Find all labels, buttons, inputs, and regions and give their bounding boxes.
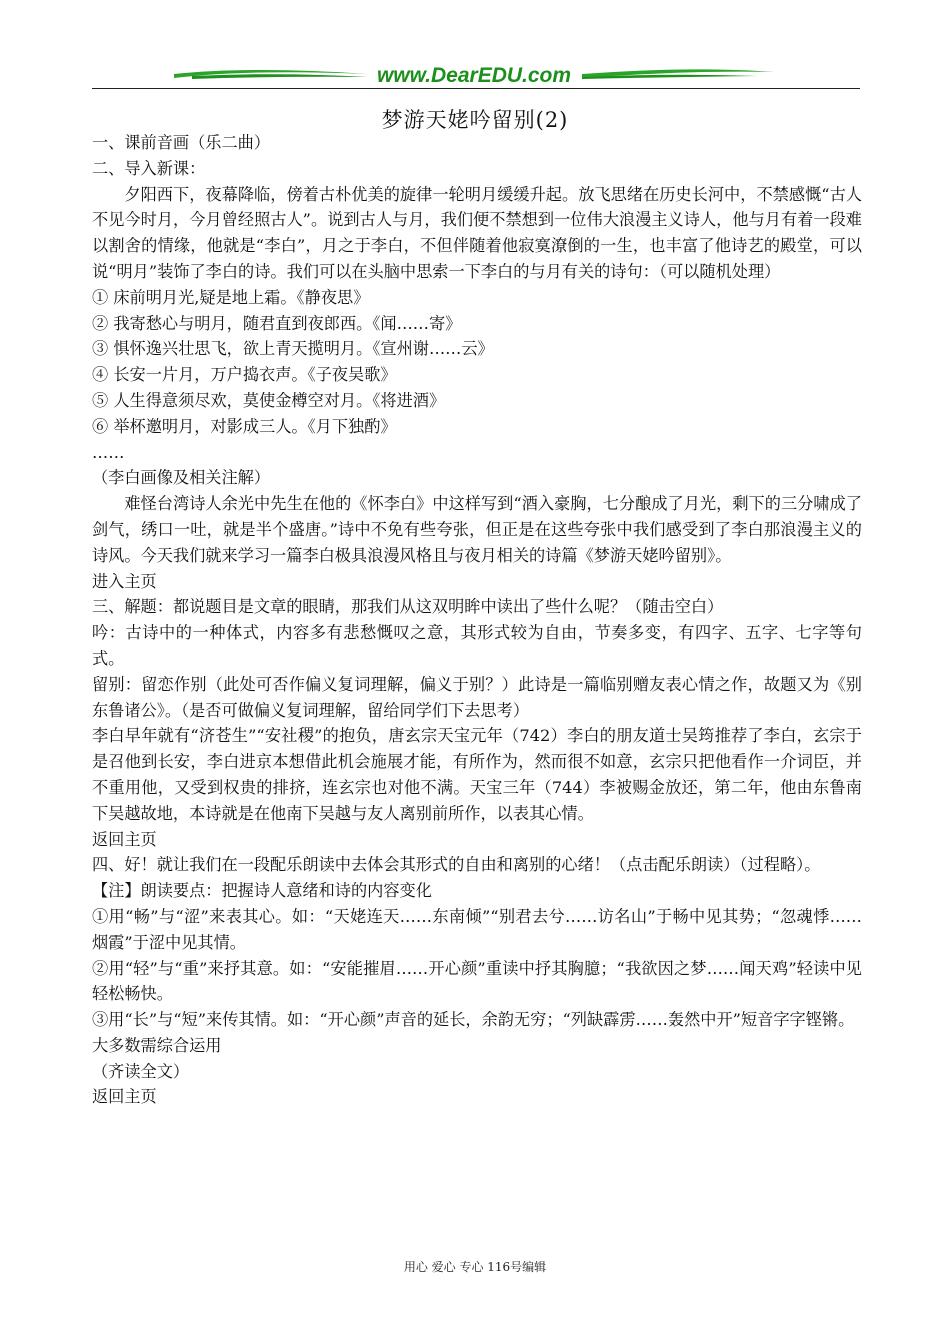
note-line: 大多数需综合运用 xyxy=(92,1035,222,1055)
logo-text: www.DearEDU.com xyxy=(376,64,572,87)
ellipsis: …… xyxy=(92,442,125,462)
poem-line: ④ 长安一片月，万户捣衣声。《子夜吴歌》 xyxy=(92,365,397,385)
section-heading: 四、好！就让我们在一段配乐朗读中去体会其形式的自由和离别的心绪！（点击配乐朗读）（过程略）。 xyxy=(92,855,821,875)
nav-link-return-home: 返回主页 xyxy=(92,1087,157,1107)
note-heading: 【注】朗读要点：把握诗人意绪和诗的内容变化 xyxy=(92,881,432,901)
note-line: （齐读全文） xyxy=(92,1061,190,1081)
nav-link-return-home: 返回主页 xyxy=(92,829,157,849)
poem-line: ③ 惧怀逸兴壮思飞，欲上青天揽明月。《宣州谢……云》 xyxy=(92,339,494,359)
paragraph: ②用“轻”与“重”来抒其意。如：“安能摧眉……开心颜”重读中抒其胸臆；“我欲因之梦……闻天鸡”轻读中见轻松畅快。 xyxy=(92,958,862,1004)
paragraph: 难怪台湾诗人余光中先生在他的《怀李白》中这样写到“酒入豪胸，七分酿成了月光，剩下的三分啸成了剑气，绣口一吐，就是半个盛唐。”诗中不免有些夸张，但正是在这些夸张中我们感受到了李白那浪漫主义的诗风。今天我们就来学习一篇李白极具浪漫风格且与夜月相关的诗篇《梦游天姥吟留别》。 xyxy=(92,494,862,565)
poem-line: ② 我寄愁心与明月，随君直到夜郎西。《闻……寄》 xyxy=(92,313,462,333)
document-body xyxy=(92,130,862,1110)
paragraph: 留别：留恋作别（此处可否作偏义复词理解，偏义于别？）此诗是一篇临别赠友表心情之作，故题又为《别东鲁诸公》。（是否可做偏义复词理解，留给同学们下去思考） xyxy=(92,674,862,720)
page-title: 梦游天姥吟留别(2) xyxy=(381,108,569,132)
paragraph: 吟：古诗中的一种体式，内容多有悲愁慨叹之意，其形式较为自由，节奏多变，有四字、五字、七字等句式。 xyxy=(92,623,862,668)
page-footer: 用心 爱心 专心 116号编辑 xyxy=(403,1260,547,1274)
section-heading: 三、解题：都说题目是文章的眼睛，那我们从这双明眸中读出了些什么呢？（随击空白） xyxy=(92,597,724,617)
nav-link-enter-home: 进入主页 xyxy=(92,571,157,591)
header-rule xyxy=(92,88,860,89)
section-heading: 一、课前音画（乐二曲） xyxy=(92,133,271,152)
section-heading: 二、导入新课： xyxy=(92,158,206,178)
poem-line: ⑥ 举杯邀明月，对影成三人。《月下独酌》 xyxy=(92,416,397,436)
poem-line: ① 床前明月光,疑是地上霜。《静夜思》 xyxy=(92,287,370,307)
logo-left-swoosh-lower xyxy=(192,74,368,79)
paragraph: 夕阳西下，夜幕降临，傍着古朴优美的旋律一轮明月缓缓升起。放飞思绪在历史长河中，不禁感慨“古人不见今时月，今月曾经照古人”。说到古人与月，我们便不禁想到一位伟大浪漫主义诗人，他与月有着一段难以割舍的情缘，他就是“李白”，月之于李白，不但伴随着他寂寞潦倒的一生，也丰富了他诗艺的殿堂，可以说“明月”装饰了李白的诗。我们可以在头脑中思索一下李白的与月有关的诗句：（可以随机处理） xyxy=(92,184,862,281)
note-line: （李白画像及相关注解） xyxy=(92,468,271,488)
paragraph: ①用“畅”与“涩”来表其心。如：“天姥连天……东南倾”“别君去兮……访名山”于畅中见其势；“忽魂悸……烟霞”于涩中见其情。 xyxy=(92,906,862,952)
paragraph: 李白早年就有“济苍生”“安社稷”的抱负，唐玄宗天宝元年（742）李白的朋友道士吴筠推荐了李白，玄宗于是召他到长安，李白进京本想借此机会施展才能，有所作为，然而很不如意，玄宗只把他看作一介词臣，并不重用他，又受到权贵的排挤，连玄宗也对他不满。天宝三年（744）李被赐金放还，第二年，他由东鲁南下吴越故地，本诗就是在他南下吴越与友人离别前所作，以表其心情。 xyxy=(92,726,862,823)
poem-line: ⑤ 人生得意须尽欢，莫使金樽空对月。《将进酒》 xyxy=(92,390,446,410)
paragraph: ③用“长”与“短”来传其情。如：“开心颜”声音的延长，余韵无穷；“列缺霹雳……轰然中开”短音字字铿锵。 xyxy=(92,1010,855,1030)
